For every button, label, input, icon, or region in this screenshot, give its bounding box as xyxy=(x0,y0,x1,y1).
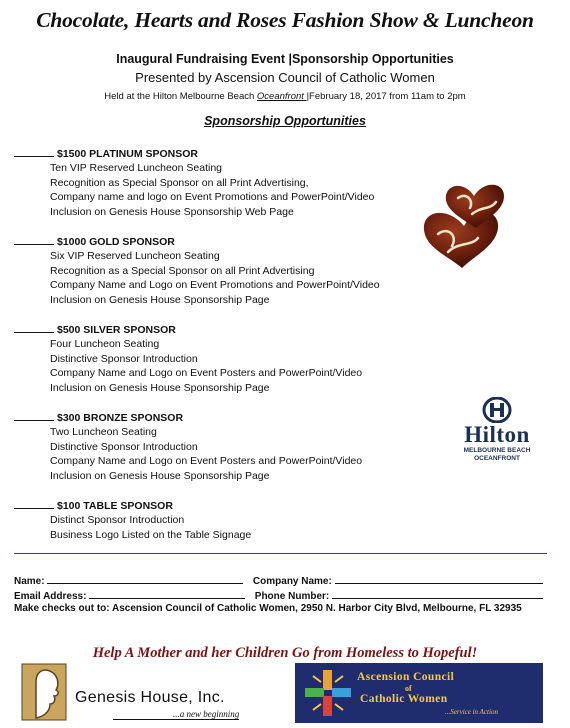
tier-table xyxy=(14,498,251,542)
tier-title: $1500 PLATINUM SPONSOR xyxy=(57,148,199,160)
tier-title: $500 SILVER SPONSOR xyxy=(57,324,176,336)
email-field[interactable] xyxy=(89,588,245,599)
tier-benefit: Four Luncheon Seating xyxy=(50,338,160,350)
tier-benefit: Inclusion on Genesis House Sponsorship Page xyxy=(50,470,270,483)
section-divider xyxy=(14,553,547,554)
hilton-location-2: OCEANFRONT xyxy=(474,455,520,462)
tier-platinum xyxy=(14,146,374,220)
tier-title: $100 TABLE SPONSOR xyxy=(57,500,173,512)
venue-prefix: Held at the Hilton Melbourne Beach xyxy=(104,91,257,102)
genesis-tagline: ...a new beginning xyxy=(113,709,239,720)
genesis-name: Genesis House, Inc. xyxy=(75,689,225,706)
accw-tagline: ...Service in Action xyxy=(445,708,498,716)
tier-bronze xyxy=(14,410,362,484)
tier-benefit: Inclusion on Genesis House Sponsorship Page xyxy=(50,382,270,395)
tier-benefit: Company Name and Logo on Event Posters and PowerPoint/Video xyxy=(50,367,363,380)
chocolate-hearts-image xyxy=(418,176,510,280)
checks-line: Make checks out to: Ascension Council of Catholic Women, 2950 N. Harbor City Blvd, Melbourne, FL 32935 xyxy=(14,603,522,614)
tier-checkbox-line[interactable] xyxy=(14,410,54,421)
tier-benefit: Company Name and Logo on Event Promotions and PowerPoint/Video xyxy=(50,279,380,292)
accw-cross-logo xyxy=(303,668,353,718)
accw-logo xyxy=(295,663,543,723)
form-row-1 xyxy=(14,573,543,587)
section-title: Sponsorship Opportunities xyxy=(204,114,366,128)
company-field[interactable] xyxy=(335,573,543,584)
hilton-name: Hilton xyxy=(464,422,530,447)
tier-gold xyxy=(14,234,380,308)
event-subtitle: Inaugural Fundraising Event |Sponsorship Opportunities xyxy=(116,52,454,66)
tier-checkbox-line[interactable] xyxy=(14,322,54,333)
tier-benefit: Recognition as a Special Sponsor on all Print Advertising xyxy=(50,264,315,277)
hilton-logo-icon xyxy=(482,397,512,423)
name-field[interactable] xyxy=(47,573,243,584)
tier-benefit: Company Name and Logo on Event Posters and PowerPoint/Video xyxy=(50,455,363,468)
slogan: Help A Mother and her Children Go from Homeless to Hopeful! xyxy=(92,645,478,661)
tier-benefit: Business Logo Listed on the Table Signage xyxy=(50,528,252,541)
tier-benefit: Recognition as Special Sponsor on all Print Advertising, xyxy=(50,176,309,189)
hilton-location-1: MELBOURNE BEACH xyxy=(463,447,531,454)
venue-oceanfront: Oceanfront xyxy=(256,91,307,102)
phone-field[interactable] xyxy=(332,588,543,599)
tier-benefit: Ten VIP Reserved Luncheon Seating xyxy=(50,162,223,174)
accw-line-1: Ascension Council xyxy=(357,671,455,683)
tier-benefit: Inclusion on Genesis House Sponsorship Page xyxy=(50,294,270,307)
tier-silver xyxy=(14,322,362,396)
genesis-house-logo xyxy=(20,662,285,724)
presenter-line: Presented by Ascension Council of Catholic Women xyxy=(135,70,435,85)
tier-benefit: Six VIP Reserved Luncheon Seating xyxy=(50,250,220,262)
tier-benefit: Distinct Sponsor Introduction xyxy=(50,514,185,526)
tier-benefit: Distinctive Sponsor Introduction xyxy=(50,440,198,453)
venue-line xyxy=(0,91,570,102)
form-row-2 xyxy=(14,588,543,602)
accw-line-2: of xyxy=(405,684,412,693)
tier-benefit: Inclusion on Genesis House Sponsorship Web Page xyxy=(50,206,294,219)
tier-benefit: Company name and logo on Event Promotions and PowerPoint/Video xyxy=(50,191,375,204)
tier-title: $300 BRONZE SPONSOR xyxy=(57,412,184,424)
tier-benefit: Distinctive Sponsor Introduction xyxy=(50,352,198,365)
company-label: Company Name: xyxy=(252,576,332,587)
accw-line-3: Catholic Women xyxy=(360,693,448,705)
tier-title: $1000 GOLD SPONSOR xyxy=(57,236,175,248)
tier-checkbox-line[interactable] xyxy=(14,498,54,509)
tier-benefit: Two Luncheon Seating xyxy=(50,426,157,438)
venue-date: |February 18, 2017 from 11am to 2pm xyxy=(306,91,466,102)
tier-checkbox-line[interactable] xyxy=(14,146,54,157)
phone-label: Phone Number: xyxy=(254,591,330,602)
event-title: Chocolate, Hearts and Roses Fashion Show & Luncheon xyxy=(36,8,534,32)
hilton-logo xyxy=(452,397,542,463)
name-label: Name: xyxy=(14,576,45,587)
tier-checkbox-line[interactable] xyxy=(14,234,54,245)
genesis-profile-icon xyxy=(20,662,70,722)
email-label: Email Address: xyxy=(14,591,87,602)
